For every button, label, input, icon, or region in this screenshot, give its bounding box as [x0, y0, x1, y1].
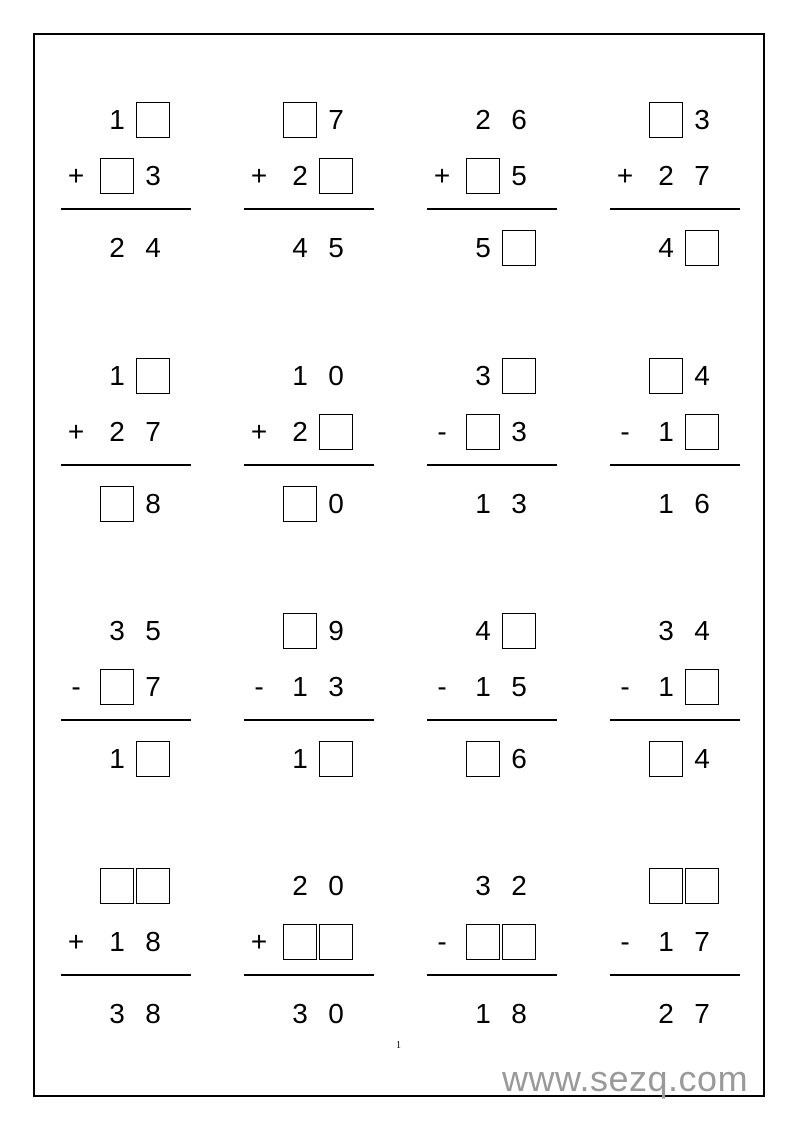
blank-answer-box[interactable]	[319, 924, 353, 960]
operator: +	[67, 160, 85, 191]
operator: -	[620, 926, 630, 957]
digit: 3	[292, 998, 308, 1029]
sum-line	[610, 974, 740, 976]
digit: 1	[475, 671, 491, 702]
first-number	[427, 866, 557, 906]
digit: 4	[475, 615, 491, 646]
blank-answer-box[interactable]	[502, 924, 536, 960]
digit: 1	[658, 416, 674, 447]
blank-answer-box[interactable]	[136, 102, 170, 138]
answer	[610, 739, 740, 779]
operator: +	[433, 160, 451, 191]
digit: 3	[694, 104, 710, 135]
answer	[610, 228, 740, 268]
sum-line	[61, 719, 191, 721]
blank-answer-box[interactable]	[283, 613, 317, 649]
digit: 2	[292, 160, 308, 191]
answer	[427, 994, 557, 1034]
second-number	[61, 667, 191, 707]
first-number	[244, 866, 374, 906]
digit: 7	[145, 671, 161, 702]
second-number	[427, 667, 557, 707]
sum-line	[610, 719, 740, 721]
answer	[427, 228, 557, 268]
problem	[244, 100, 374, 270]
second-number	[61, 156, 191, 196]
problem	[244, 866, 374, 1036]
blank-answer-box[interactable]	[100, 669, 134, 705]
digit: 8	[145, 926, 161, 957]
sum-line	[244, 464, 374, 466]
second-number	[244, 156, 374, 196]
digit: 3	[511, 488, 527, 519]
sum-line	[61, 464, 191, 466]
second-number	[610, 922, 740, 962]
sum-line	[244, 719, 374, 721]
first-number	[427, 100, 557, 140]
digit: 4	[658, 232, 674, 263]
digit: 2	[511, 870, 527, 901]
digit: 1	[658, 488, 674, 519]
digit: 7	[328, 104, 344, 135]
digit: 0	[328, 360, 344, 391]
digit: 4	[694, 360, 710, 391]
digit: 9	[328, 615, 344, 646]
digit: 2	[475, 104, 491, 135]
blank-answer-box[interactable]	[100, 868, 134, 904]
operator: +	[250, 926, 268, 957]
first-number	[610, 356, 740, 396]
sum-line	[610, 464, 740, 466]
answer	[244, 739, 374, 779]
digit: 8	[145, 998, 161, 1029]
digit: 2	[658, 160, 674, 191]
sum-line	[244, 208, 374, 210]
blank-answer-box[interactable]	[466, 924, 500, 960]
answer	[244, 228, 374, 268]
digit: 3	[511, 416, 527, 447]
blank-answer-box[interactable]	[685, 868, 719, 904]
digit: 0	[328, 870, 344, 901]
digit: 3	[145, 160, 161, 191]
second-number	[61, 412, 191, 452]
answer	[427, 739, 557, 779]
digit: 1	[109, 926, 125, 957]
operator: +	[250, 160, 268, 191]
blank-answer-box[interactable]	[466, 741, 500, 777]
second-number	[610, 667, 740, 707]
digit: 5	[511, 160, 527, 191]
digit: 2	[292, 870, 308, 901]
sum-line	[427, 208, 557, 210]
second-number	[610, 156, 740, 196]
first-number	[610, 100, 740, 140]
first-number	[244, 356, 374, 396]
digit: 2	[658, 998, 674, 1029]
blank-answer-box[interactable]	[649, 102, 683, 138]
digit: 2	[109, 232, 125, 263]
answer	[610, 484, 740, 524]
digit: 5	[511, 671, 527, 702]
digit: 8	[511, 998, 527, 1029]
blank-answer-box[interactable]	[649, 741, 683, 777]
answer	[61, 228, 191, 268]
problem	[610, 611, 740, 781]
answer	[61, 484, 191, 524]
blank-answer-box[interactable]	[319, 741, 353, 777]
sum-line	[427, 464, 557, 466]
answer	[244, 484, 374, 524]
digit: 5	[328, 232, 344, 263]
digit: 7	[694, 998, 710, 1029]
blank-answer-box[interactable]	[100, 486, 134, 522]
digit: 7	[694, 926, 710, 957]
problem	[610, 866, 740, 1036]
problem	[427, 866, 557, 1036]
blank-answer-box[interactable]	[319, 414, 353, 450]
first-number	[610, 866, 740, 906]
second-number	[427, 156, 557, 196]
answer	[61, 994, 191, 1034]
answer	[61, 739, 191, 779]
sum-line	[61, 974, 191, 976]
digit: 1	[658, 671, 674, 702]
digit: 4	[292, 232, 308, 263]
digit: 1	[109, 743, 125, 774]
blank-answer-box[interactable]	[466, 414, 500, 450]
second-number	[61, 922, 191, 962]
problem	[427, 611, 557, 781]
sum-line	[244, 974, 374, 976]
answer	[244, 994, 374, 1034]
digit: 3	[109, 998, 125, 1029]
page-number: 1	[396, 1040, 401, 1051]
problem	[610, 356, 740, 526]
sum-line	[610, 208, 740, 210]
operator: +	[67, 926, 85, 957]
digit: 0	[328, 998, 344, 1029]
digit: 2	[292, 416, 308, 447]
digit: 0	[328, 488, 344, 519]
blank-answer-box[interactable]	[685, 230, 719, 266]
digit: 6	[694, 488, 710, 519]
digit: 1	[292, 671, 308, 702]
digit: 1	[109, 360, 125, 391]
blank-answer-box[interactable]	[502, 613, 536, 649]
digit: 3	[328, 671, 344, 702]
answer	[427, 484, 557, 524]
digit: 7	[145, 416, 161, 447]
operator: +	[616, 160, 634, 191]
digit: 3	[475, 870, 491, 901]
second-number	[244, 922, 374, 962]
second-number	[244, 667, 374, 707]
answer	[610, 994, 740, 1034]
blank-answer-box[interactable]	[685, 669, 719, 705]
digit: 4	[694, 743, 710, 774]
blank-answer-box[interactable]	[136, 868, 170, 904]
blank-answer-box[interactable]	[685, 414, 719, 450]
first-number	[427, 356, 557, 396]
first-number	[610, 611, 740, 651]
watermark: www.sezq.com	[502, 1058, 749, 1099]
first-number	[61, 356, 191, 396]
digit: 1	[475, 998, 491, 1029]
digit: 4	[694, 615, 710, 646]
operator: -	[620, 671, 630, 702]
digit: 3	[109, 615, 125, 646]
digit: 3	[658, 615, 674, 646]
operator: -	[437, 416, 447, 447]
first-number	[244, 100, 374, 140]
digit: 5	[145, 615, 161, 646]
digit: 3	[475, 360, 491, 391]
digit: 1	[658, 926, 674, 957]
problem	[427, 100, 557, 270]
blank-answer-box[interactable]	[136, 358, 170, 394]
blank-answer-box[interactable]	[649, 358, 683, 394]
problem	[244, 356, 374, 526]
problem	[61, 611, 191, 781]
digit: 1	[292, 743, 308, 774]
blank-answer-box[interactable]	[136, 741, 170, 777]
first-number	[244, 611, 374, 651]
operator: -	[71, 671, 81, 702]
blank-answer-box[interactable]	[502, 230, 536, 266]
problem	[244, 611, 374, 781]
operator: +	[250, 416, 268, 447]
digit: 8	[145, 488, 161, 519]
problem	[427, 356, 557, 526]
digit: 1	[292, 360, 308, 391]
digit: 5	[475, 232, 491, 263]
problem	[61, 356, 191, 526]
sum-line	[427, 719, 557, 721]
blank-answer-box[interactable]	[283, 102, 317, 138]
second-number	[610, 412, 740, 452]
digit: 2	[109, 416, 125, 447]
digit: 4	[145, 232, 161, 263]
sum-line	[61, 208, 191, 210]
second-number	[427, 412, 557, 452]
operator: -	[254, 671, 264, 702]
problem	[61, 100, 191, 270]
digit: 7	[694, 160, 710, 191]
second-number	[244, 412, 374, 452]
first-number	[61, 100, 191, 140]
operator: -	[437, 926, 447, 957]
blank-answer-box[interactable]	[283, 924, 317, 960]
problem	[610, 100, 740, 270]
digit: 6	[511, 743, 527, 774]
blank-answer-box[interactable]	[100, 158, 134, 194]
digit: 1	[109, 104, 125, 135]
blank-answer-box[interactable]	[466, 158, 500, 194]
second-number	[427, 922, 557, 962]
first-number	[61, 866, 191, 906]
digit: 1	[475, 488, 491, 519]
problem	[61, 866, 191, 1036]
sum-line	[427, 974, 557, 976]
blank-answer-box[interactable]	[502, 358, 536, 394]
first-number	[427, 611, 557, 651]
operator: +	[67, 416, 85, 447]
blank-answer-box[interactable]	[283, 486, 317, 522]
operator: -	[620, 416, 630, 447]
digit: 6	[511, 104, 527, 135]
first-number	[61, 611, 191, 651]
blank-answer-box[interactable]	[319, 158, 353, 194]
operator: -	[437, 671, 447, 702]
blank-answer-box[interactable]	[649, 868, 683, 904]
